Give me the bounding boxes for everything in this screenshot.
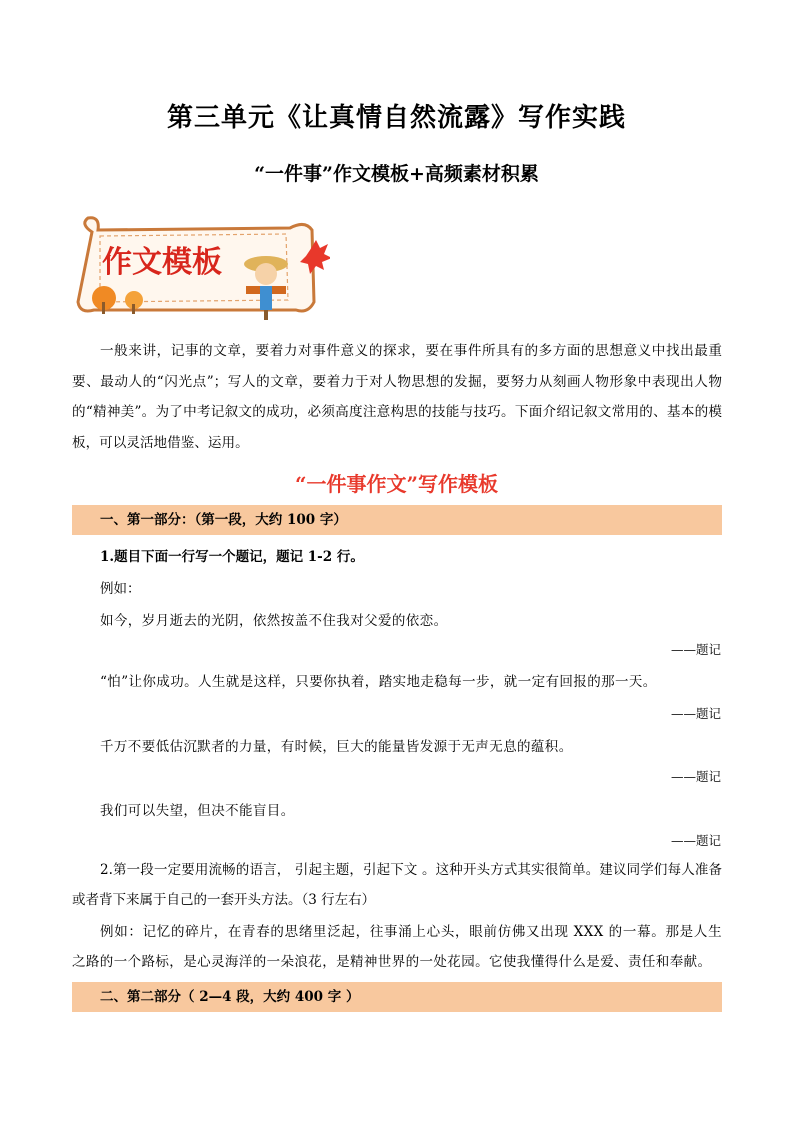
quote-2: “怕”让你成功。人生就是这样，只要你执着，踏实地走稳每一步，就一定有回报的那一天。	[100, 674, 657, 690]
quote-3: 千万不要低估沉默者的力量，有时候，巨大的能量皆发源于无声无息的蕴积。	[100, 739, 573, 755]
essay-template-banner	[70, 210, 330, 322]
page-title: 第三单元《让真情自然流露》写作实践	[166, 103, 626, 133]
section-header-part2: 二、第二部分（ 2—4 段，大约 400 字 ）	[72, 982, 722, 1012]
quote-4: 我们可以失望，但决不能盲目。	[100, 803, 295, 819]
section-header-part1: 一、第一部分：（第一段，大约 100 字）	[72, 505, 722, 535]
quote-1-signature: ——题记	[670, 642, 721, 657]
example-label: 例如：	[100, 581, 141, 597]
point-2: 2.第一段一定要用流畅的语言， 引起主题，引起下文 。这种开头方式其实很简单。建议同学们每人准备或者背下来属于自己的一套开头方法。（3 行左右）	[72, 862, 722, 908]
template-heading: “一件事作文”写作模板	[294, 472, 498, 496]
intro-paragraph: 一般来讲，记事的文章，要着力对事件意义的探求，要在事件所具有的多方面的思想意义中找出最重要、最动人的“闪光点”；写人的文章，要着力于对人物思想的发掘，要努力从刻画人物形象中表现出人物的“精神美”。为了中考记叙文的成功，必须高度注意构思的技能与技巧。下面介绍记叙文常用的、基本的模板，可以灵活地借鉴、运用。	[72, 343, 722, 451]
point-1: 1.题目下面一行写一个题记，题记 1-2 行。	[100, 549, 364, 565]
banner-text: 作文模板	[102, 245, 222, 280]
page-subtitle: “一件事”作文模板+高频素材积累	[254, 163, 539, 185]
quote-4-signature: ——题记	[670, 833, 721, 848]
example-2: 例如：记忆的碎片，在青春的思绪里泛起，往事涌上心头，眼前仿佛又出现 XXX 的一幕。那是人生之路的一个路标，是心灵海洋的一朵浪花，是精神世界的一处花园。它使我懂得什么是爱、责任和奉献。	[72, 924, 722, 970]
banner-frame-illustration	[70, 210, 330, 322]
quote-1: 如今，岁月逝去的光阴，依然按盖不住我对父爱的依恋。	[100, 613, 448, 629]
quote-2-signature: ——题记	[670, 706, 721, 721]
quote-3-signature: ——题记	[670, 769, 721, 784]
